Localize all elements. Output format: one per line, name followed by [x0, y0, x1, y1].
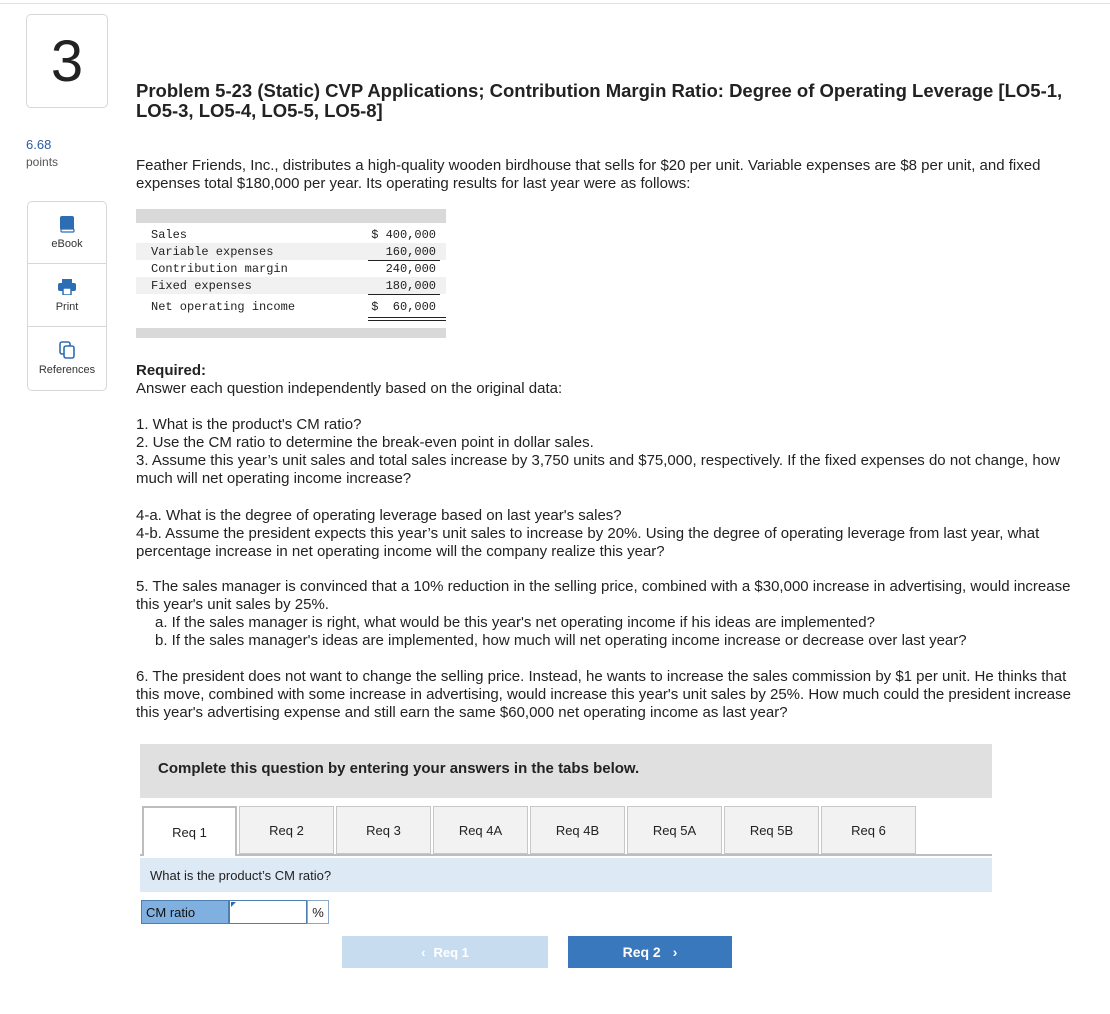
- prev-req-label: Req 1: [433, 944, 469, 960]
- input-marker-icon: [231, 902, 236, 907]
- questions-group-1: [136, 416, 1081, 488]
- statement-row: [136, 260, 446, 277]
- questions-group-5: [136, 578, 1081, 650]
- tab-req-5b[interactable]: Req 5B: [724, 806, 819, 854]
- ebook-button[interactable]: [27, 201, 107, 264]
- next-req-label: Req 2: [622, 944, 661, 960]
- question-5: 5. The sales manager is convinced that a 10% reduction in the selling price, combined with a $30,000 increase in advertising, would increase this year's unit sales by 25%.: [136, 578, 1071, 613]
- question-4a: 4-a. What is the degree of operating leverage based on last year's sales?: [136, 507, 622, 524]
- statement-header-band: [136, 209, 446, 223]
- statement-label: Contribution margin: [151, 262, 288, 276]
- statement-value: 160,000: [385, 245, 436, 259]
- question-number: 3: [26, 14, 108, 108]
- tab-req-4b[interactable]: Req 4B: [530, 806, 625, 854]
- tab-req-3[interactable]: Req 3: [336, 806, 431, 854]
- question-5a: a. If the sales manager is right, what would be this year's net operating income if his ideas are implemented?: [155, 614, 875, 631]
- chevron-right-icon: ›: [672, 944, 678, 960]
- tab-req-4a[interactable]: Req 4A: [433, 806, 528, 854]
- req-tabs: [140, 806, 992, 856]
- question-2: 2. Use the CM ratio to determine the break-even point in dollar sales.: [136, 434, 594, 451]
- next-req-button[interactable]: [568, 936, 732, 968]
- statement-value: $ 400,000: [371, 228, 436, 242]
- ebook-label: eBook: [51, 238, 83, 250]
- question-6: 6. The president does not want to change the selling price. Instead, he wants to increase the sales commission by $1 per unit. He thinks that this move, combined with some increase in advertising, would increase this year's unit sales by 25%. How much could the president increase this year's advertising expense and still earn the same $60,000 net operating income as last year?: [136, 668, 1071, 721]
- required-heading: Required:: [136, 362, 207, 379]
- copy-icon: [59, 341, 75, 359]
- chevron-left-icon: ‹: [421, 944, 426, 960]
- tab-baseline: [140, 854, 992, 856]
- statement-value: 180,000: [385, 279, 436, 293]
- points-value: 6.68: [26, 137, 52, 152]
- income-statement: [136, 209, 446, 338]
- questions-group-6: [136, 668, 1081, 722]
- cm-ratio-input[interactable]: [229, 900, 307, 924]
- prev-req-button[interactable]: [342, 936, 548, 968]
- print-label: Print: [55, 300, 79, 313]
- statement-row: [136, 298, 446, 315]
- statement-value: 240,000: [385, 262, 436, 276]
- references-button[interactable]: [27, 327, 107, 391]
- problem-intro: Feather Friends, Inc., distributes a high-quality wooden birdhouse that sells for $20 per unit. Variable expenses are $8 per unit, and fixed expenses total $180,000 per year. Its operating results for last year were as follows:: [136, 157, 1041, 192]
- points-label: points: [26, 155, 59, 169]
- statement-label: Fixed expenses: [151, 279, 252, 293]
- statement-row: [136, 226, 446, 243]
- printer-icon: [58, 278, 76, 296]
- cm-ratio-label: CM ratio: [141, 900, 229, 924]
- underline: [368, 294, 440, 295]
- print-button[interactable]: [27, 264, 107, 327]
- questions-group-4: [136, 507, 1081, 561]
- top-divider: [0, 3, 1110, 4]
- tab-req-1[interactable]: Req 1: [142, 806, 237, 856]
- tab-req-2[interactable]: Req 2: [239, 806, 334, 854]
- required-subheading: Answer each question independently based on the original data:: [136, 380, 563, 397]
- double-underline: [368, 317, 446, 318]
- percent-unit: %: [307, 900, 329, 924]
- statement-footer-band: [136, 328, 446, 338]
- panel-instruction: Complete this question by entering your answers in the tabs below.: [140, 744, 992, 798]
- statement-label: Net operating income: [151, 300, 296, 314]
- question-5b: b. If the sales manager's ideas are implemented, how much will net operating income increase or decrease over last year?: [155, 632, 967, 649]
- statement-label: Variable expenses: [151, 245, 274, 259]
- question-1: 1. What is the product's CM ratio?: [136, 416, 362, 433]
- double-underline: [368, 320, 446, 321]
- references-label: References: [38, 364, 96, 376]
- question-4b: 4-b. Assume the president expects this year’s unit sales to increase by 20%. Using the degree of operating leverage from last year, what percentage increase in net operating income will the company realize this year?: [136, 525, 1040, 560]
- tab-prompt: What is the product’s CM ratio?: [140, 858, 992, 892]
- statement-row: [136, 243, 446, 260]
- statement-label: Sales: [151, 228, 188, 242]
- tab-req-6[interactable]: Req 6: [821, 806, 916, 854]
- problem-title: Problem 5-23 (Static) CVP Applications; Contribution Margin Ratio: Degree of Operating Leverage [LO5-1, LO5-3, LO5-4, LO5-5, LO5-8]: [136, 80, 1063, 121]
- book-icon: [59, 215, 75, 233]
- statement-value: $ 60,000: [371, 300, 436, 314]
- tab-req-5a[interactable]: Req 5A: [627, 806, 722, 854]
- question-3: 3. Assume this year’s unit sales and total sales increase by 3,750 units and $75,000, respectively. If the fixed expenses do not change, how much will net operating income increase?: [136, 452, 1060, 487]
- statement-row: [136, 277, 446, 294]
